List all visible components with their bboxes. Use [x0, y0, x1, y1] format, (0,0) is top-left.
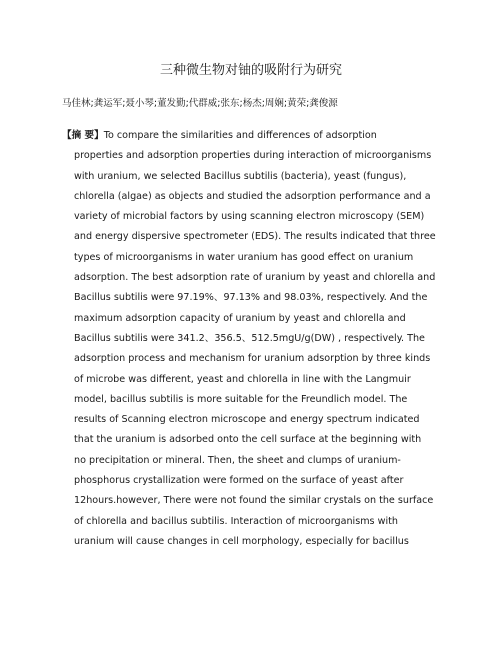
abstract-line-text: To compare the similarities and differences of adsorption: [103, 130, 377, 141]
abstract-body: [62, 126, 442, 552]
abstract-line: of chlorella and bacillus subtilis. Interaction of microorganisms with: [74, 515, 398, 527]
abstract-line: phosphorus crystallization were formed on the surface of yeast after: [74, 475, 404, 487]
abstract-line: properties and adsorption properties during interaction of microorganisms: [74, 150, 432, 162]
abstract-line: uranium will cause changes in cell morphology, especially for bacillus: [74, 535, 409, 547]
abstract-line: of microbe was different, yeast and chlorella in line with the Langmuir: [74, 373, 411, 385]
abstract-line: Bacillus subtilis were 97.19%、97.13% and 98.03%, respectively. And the: [74, 292, 428, 304]
abstract-line: model, bacillus subtilis is more suitable for the Freundlich model. The: [74, 393, 408, 405]
abstract-line: that the uranium is adsorbed onto the cell surface at the beginning with: [74, 434, 422, 446]
abstract-label: 【摘 要】: [62, 130, 104, 141]
abstract-line: and energy dispersive spectrometer (EDS). The results indicated that three: [74, 231, 436, 243]
abstract-line: adsorption process and mechanism for uranium adsorption by three kinds: [74, 353, 431, 365]
abstract-line: with uranium, we selected Bacillus subtilis (bacteria), yeast (fungus),: [74, 170, 407, 182]
document-title: 三种微生物对铀的吸附行为研究: [159, 63, 342, 78]
abstract-line: 12hours.however, There were not found the similar crystals on the surface: [74, 495, 434, 507]
abstract-line: no precipitation or mineral. Then, the sheet and clumps of uranium-: [74, 454, 401, 466]
abstract-line: adsorption. The best adsorption rate of uranium by yeast and chlorella and: [74, 272, 436, 284]
abstract-line: chlorella (algae) as objects and studied the adsorption performance and a: [74, 190, 431, 202]
abstract-line: [62, 126, 442, 146]
abstract-line: variety of microbial factors by using scanning electron microscopy (SEM): [74, 211, 425, 223]
abstract-line: Bacillus subtilis were 341.2、356.5、512.5mgU/g(DW) , respectively. The: [74, 332, 425, 344]
abstract-line: results of Scanning electron microscope and energy spectrum indicated: [74, 414, 420, 426]
author-list: 马佳林;龚运军;聂小琴;董发勤;代群威;张东;杨杰;周娴;黄荣;龚俊源: [62, 98, 338, 109]
abstract-line: types of microorganisms in water uranium has good effect on uranium: [74, 251, 414, 263]
abstract-line: maximum adsorption capacity of uranium by yeast and chlorella and: [74, 312, 406, 324]
